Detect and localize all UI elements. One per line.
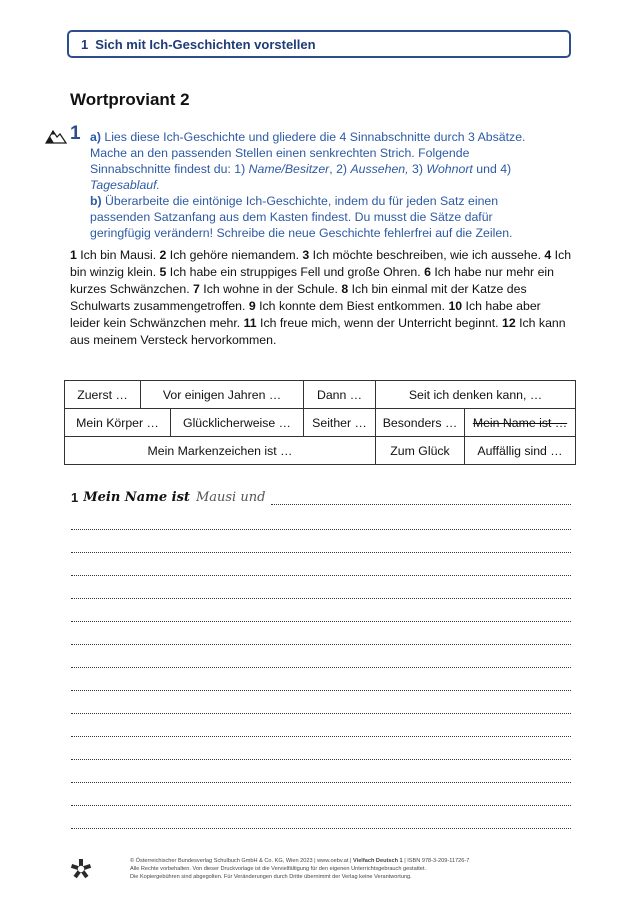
handwritten-example: Mausi und bbox=[195, 490, 266, 505]
writing-line[interactable] bbox=[71, 583, 571, 599]
task-instructions bbox=[90, 129, 570, 241]
sentence-number: 11 bbox=[243, 316, 257, 330]
separator: 3) bbox=[408, 162, 423, 176]
writing-line[interactable] bbox=[71, 514, 571, 530]
difficulty-mountain-icon bbox=[45, 128, 67, 144]
sentence: Ich habe nur mehr ein kurzes Schwänzchen. bbox=[70, 265, 554, 296]
sentence: Ich habe aber leider kein Schwänzchen mehr. bbox=[70, 299, 541, 330]
sentence-number: 6 bbox=[424, 265, 431, 279]
section-2: Aussehen, bbox=[350, 162, 409, 176]
separator: , 2) bbox=[329, 162, 348, 176]
word-cell: Zum Glück bbox=[376, 437, 465, 465]
word-cell: Besonders … bbox=[376, 409, 465, 437]
line-number: 1 bbox=[71, 490, 79, 505]
sentence-number: 1 bbox=[70, 248, 77, 262]
part-a-text: Lies diese Ich-Geschichte und gliedere die 4 Sinnabschnitte durch 3 Absätze. bbox=[104, 130, 526, 144]
sentence: Ich gehöre niemandem. bbox=[166, 248, 303, 262]
dotted-line bbox=[271, 493, 571, 505]
section-3: Wohnort bbox=[426, 162, 473, 176]
word-cell: Mein Körper … bbox=[65, 409, 171, 437]
sentence: Ich bin winzig klein. bbox=[70, 248, 572, 279]
part-b-label: b) bbox=[90, 194, 102, 208]
chapter-number: 1 bbox=[81, 36, 89, 52]
word-box-row bbox=[65, 437, 576, 465]
writing-line[interactable] bbox=[71, 629, 571, 645]
oebv-logo-icon bbox=[70, 858, 92, 880]
section-4: Tagesablauf. bbox=[90, 178, 160, 192]
word-cell: Auffällig sind … bbox=[465, 437, 576, 465]
writing-line[interactable] bbox=[71, 744, 571, 760]
part-a-label: a) bbox=[90, 130, 101, 144]
writing-line[interactable] bbox=[71, 606, 571, 622]
word-box-row bbox=[65, 381, 576, 409]
task-number: 1 bbox=[70, 123, 81, 144]
writing-line[interactable] bbox=[71, 813, 571, 829]
word-cell: Seither … bbox=[304, 409, 376, 437]
printed-start: Mein Name ist bbox=[83, 490, 190, 505]
sentence: Ich bin Mausi. bbox=[76, 248, 160, 262]
story-text bbox=[70, 247, 572, 349]
word-cell: Glücklicherweise … bbox=[171, 409, 304, 437]
footer-copyright bbox=[130, 857, 570, 881]
writing-line[interactable] bbox=[71, 675, 571, 691]
writing-line[interactable] bbox=[71, 698, 571, 714]
sentence: Ich konnte dem Biest entkommen. bbox=[255, 299, 449, 313]
part-a-line3: Sinnabschnitte findest du: 1) bbox=[90, 162, 246, 176]
sentence-number: 7 bbox=[193, 282, 200, 296]
writing-line[interactable] bbox=[71, 767, 571, 783]
chapter-title: Sich mit Ich-Geschichten vorstellen bbox=[95, 36, 316, 52]
sentence-number: 12 bbox=[502, 316, 516, 330]
footer-book-title: Vielfach Deutsch 1 bbox=[353, 858, 403, 864]
part-b-line3: geringfügig verändern! Schreibe die neue Geschichte fehlerfrei auf die Zeilen. bbox=[90, 226, 513, 240]
sentence: Ich wohne in der Schule. bbox=[199, 282, 342, 296]
section-1: Name/Besitzer bbox=[248, 162, 330, 176]
sentence-number: 8 bbox=[341, 282, 349, 296]
part-a-line2: Mache an den passenden Stellen einen senkrechten Strich. Folgende bbox=[90, 146, 470, 160]
word-cell: Vor einigen Jahren … bbox=[141, 381, 304, 409]
footer-line: Alle Rechte vorbehalten. Von dieser Druckvorlage ist die Vervielfältigung für den eigenen Unterrichtsgebrauch gestattet. bbox=[130, 866, 427, 872]
footer-line: © Österreichischer Bundesverlag Schulbuch GmbH & Co. KG, Wien 2023 | www.oebv.at | bbox=[130, 858, 354, 864]
sentence: Ich kann aus meinem Versteck hervorkommen. bbox=[70, 316, 566, 347]
sentence-starter-box bbox=[64, 380, 576, 465]
word-cell: Dann … bbox=[304, 381, 376, 409]
chapter-header bbox=[67, 30, 571, 58]
word-cell-used: Mein Name ist … bbox=[465, 409, 576, 437]
part-b-text: Überarbeite die eintönige Ich-Geschichte, indem du für jeden Satz einen bbox=[105, 194, 499, 208]
sentence-number: 3 bbox=[302, 248, 310, 262]
writing-line[interactable] bbox=[71, 652, 571, 668]
word-cell: Mein Markenzeichen ist … bbox=[65, 437, 376, 465]
page-title: Wortproviant 2 bbox=[70, 90, 190, 109]
sentence-number: 2 bbox=[159, 248, 167, 262]
word-cell: Zuerst … bbox=[65, 381, 141, 409]
writing-line[interactable] bbox=[71, 721, 571, 737]
footer-line: Die Kopiergebühren sind abgegolten. Für Veränderungen durch Dritte übernimmt der Verlag keine Verantwortung. bbox=[130, 874, 412, 880]
sentence: Ich möchte beschreiben, wie ich aussehe. bbox=[309, 248, 545, 262]
word-box-row bbox=[65, 409, 576, 437]
writing-line[interactable] bbox=[71, 560, 571, 576]
footer-isbn: | ISBN 978-3-209-11726-7 bbox=[402, 858, 470, 864]
separator: und 4) bbox=[472, 162, 512, 176]
word-cell: Seit ich denken kann, … bbox=[376, 381, 576, 409]
sentence: Ich bin einmal mit der Katze des Schulwarts zusammengetroffen. bbox=[70, 282, 527, 313]
sentence-number: 5 bbox=[159, 265, 167, 279]
writing-line-first[interactable] bbox=[71, 490, 571, 505]
part-b-line2: passenden Satzanfang aus dem Kasten findest. Du musst die Sätze dafür bbox=[90, 210, 493, 224]
sentence-number: 10 bbox=[448, 299, 463, 313]
writing-line[interactable] bbox=[71, 790, 571, 806]
sentence-number: 4 bbox=[544, 248, 552, 262]
sentence: Ich habe ein struppiges Fell und große Ohren. bbox=[166, 265, 425, 279]
sentence-number: 9 bbox=[248, 299, 256, 313]
sentence: Ich freue mich, wenn der Unterricht beginnt. bbox=[256, 316, 502, 330]
writing-line[interactable] bbox=[71, 537, 571, 553]
